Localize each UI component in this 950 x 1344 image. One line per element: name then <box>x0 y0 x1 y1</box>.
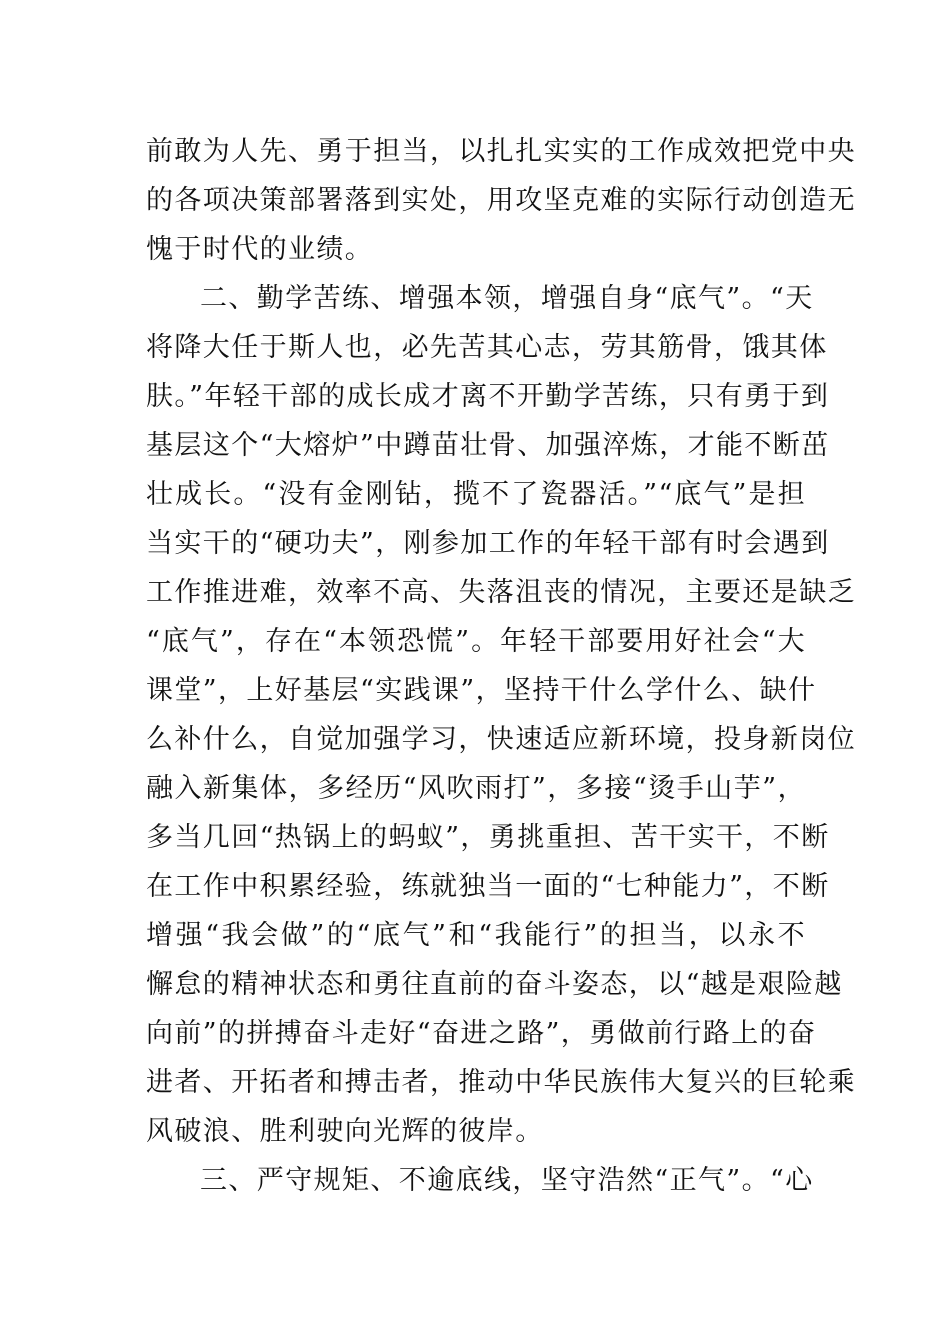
text-line: 的各项决策部署落到实处，用攻坚克难的实际行动创造无 <box>146 185 856 216</box>
text-line: 肤。”年轻干部的成长成才离不开勤学苦练，只有勇于到 <box>146 381 830 412</box>
text-line: 基层这个“大熔炉”中蹲苗壮骨、加强淬炼，才能不断茁 <box>146 430 830 461</box>
text-line: 当实干的“硬功夫”，刚参加工作的年轻干部有时会遇到 <box>146 528 830 559</box>
text-line: 懈怠的精神状态和勇往直前的奋斗姿态，以“越是艰险越 <box>146 969 843 1000</box>
text-line: 在工作中积累经验，练就独当一面的“七种能力”，不断 <box>146 871 830 902</box>
text-line: 工作推进难，效率不高、失落沮丧的情况，主要还是缺乏 <box>146 577 856 608</box>
text-line: “底气”，存在“本领恐慌”。年轻干部要用好社会“大 <box>146 626 806 657</box>
text-line: 增强“我会做”的“底气”和“我能行”的担当，以永不 <box>146 920 806 951</box>
text-line: 风破浪、胜利驶向光辉的彼岸。 <box>146 1116 544 1147</box>
text-line: 愧于时代的业绩。 <box>146 234 374 265</box>
text-line: 多当几回“热锅上的蚂蚁”，勇挑重担、苦干实干，不断 <box>146 822 830 853</box>
text-line: 壮成长。“没有金刚钻，揽不了瓷器活。”“底气”是担 <box>146 479 806 510</box>
document-body <box>146 127 856 1205</box>
text-line: 将降大任于斯人也，必先苦其心志，劳其筋骨，饿其体 <box>146 332 828 363</box>
paragraph-heading-2: 二、勤学苦练、增强本领，增强自身“底气”。“天 <box>200 283 814 314</box>
text-line: 课堂”，上好基层“实践课”，坚持干什么学什么、缺什 <box>146 675 817 706</box>
text-line: 前敢为人先、勇于担当，以扎扎实实的工作成效把党中央 <box>146 136 856 167</box>
text-line: 么补什么，自觉加强学习，快速适应新环境，投身新岗位 <box>146 724 856 755</box>
text-line: 进者、开拓者和搏击者，推动中华民族伟大复兴的巨轮乘 <box>146 1067 856 1098</box>
text-line: 融入新集体，多经历“风吹雨打”，多接“烫手山芋”， <box>146 773 806 804</box>
text-line: 向前”的拼搏奋斗走好“奋进之路”，勇做前行路上的奋 <box>146 1018 817 1049</box>
paragraph-heading-3: 三、严守规矩、不逾底线，坚守浩然“正气”。“心 <box>200 1165 814 1196</box>
